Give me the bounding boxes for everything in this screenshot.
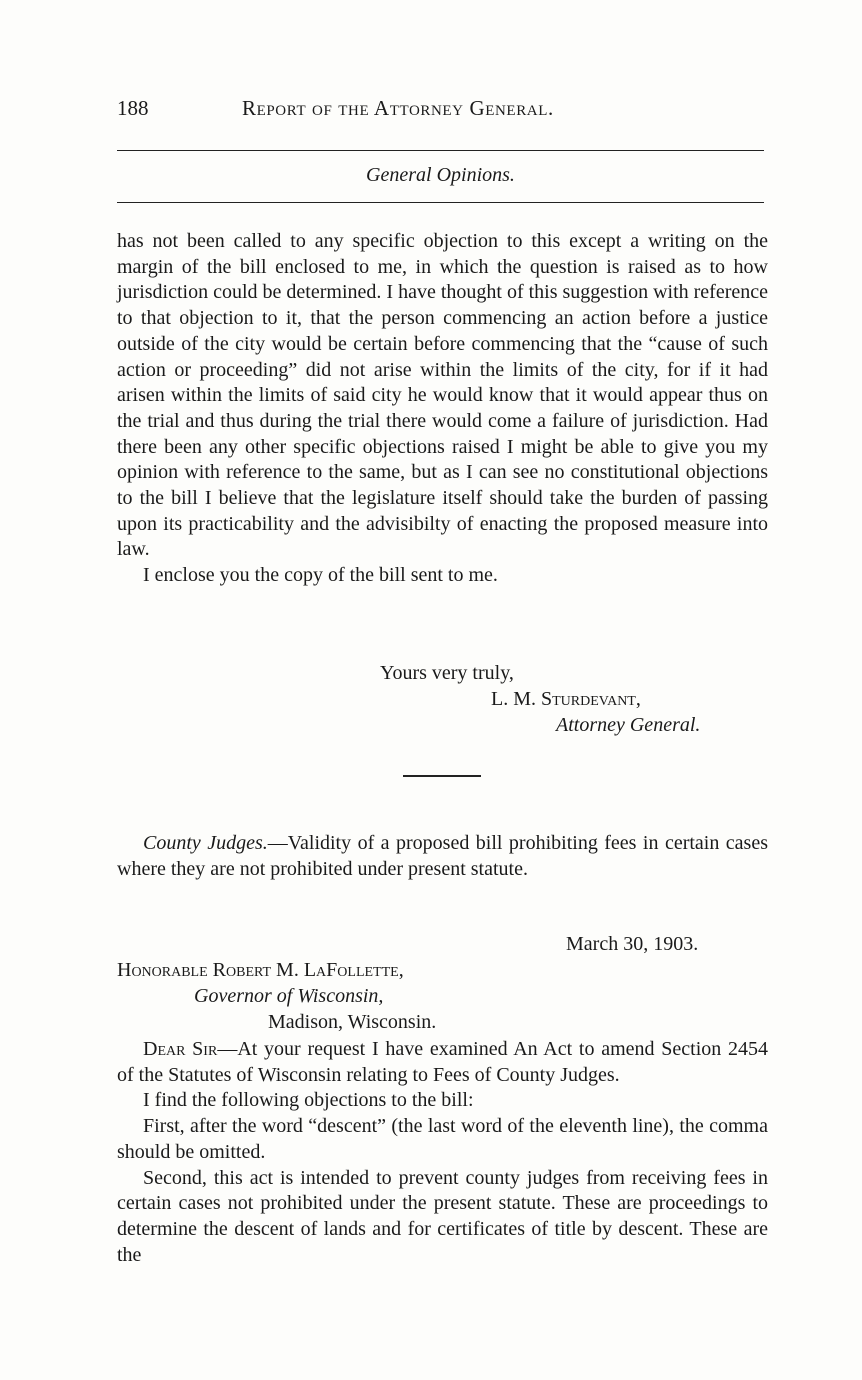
headnote-text: —Validity of a proposed bill prohibiting fees in certain cases where they are not prohibited under present statute. xyxy=(117,832,769,880)
letter-date: March 30, 1903. xyxy=(566,933,699,955)
opinion-2-headnote xyxy=(117,831,768,882)
letter-paragraph-2: I find the following objections to the bill: xyxy=(143,1089,474,1112)
opinion-1-closing-paragraph: I enclose you the copy of the bill sent to me. xyxy=(143,564,498,587)
page-number: 188 xyxy=(117,96,149,120)
signer-title: Attorney General. xyxy=(556,714,701,736)
salutation: Dear Sir xyxy=(143,1038,218,1060)
opinion-2-body xyxy=(117,1037,768,1268)
headnote-topic: County Judges. xyxy=(143,832,268,854)
valediction: Yours very truly, xyxy=(380,662,514,684)
letter-paragraph-3: First, after the word “descent” (the last word of the eleventh line), the comma should be omitted. xyxy=(117,1115,768,1163)
running-title: Report of the Attorney General. xyxy=(242,96,554,120)
signer-name: L. M. Sturdevant, xyxy=(491,688,641,710)
opinion-1-paragraph: has not been called to any specific objection to this except a writing on the margin of the bill enclosed to me, in which the question is raised as to how jurisdiction could be determined. I have thought of this suggestion with reference to that objection to it, that the person commencing an action before a justice outside of the city would be certain before commencing that the “cause of such action or proceeding” did not arise within the limits of the city, for if it had arisen within the limits of said city he would know that it would appear thus on the trial and thus during the trial there would come a failure of jurisdiction. Had there been any other specific objections raised I might be able to give you my opinion with reference to the same, but as I can see no constitutional objections to the bill I believe that the legislature itself should take the burden of passing upon its practicability and the advisibilty of enacting the proposed measure into law. xyxy=(117,230,768,561)
section-divider xyxy=(403,775,481,777)
addressee-location: Madison, Wisconsin. xyxy=(268,1011,437,1033)
opinion-1-body xyxy=(117,229,768,589)
header-rule-top xyxy=(117,150,764,151)
section-title: General Opinions. xyxy=(366,164,515,186)
letter-paragraph-1: —At your request I have examined An Act to amend Section 2454 of the Statutes of Wisconsin relating to Fees of County Judges. xyxy=(117,1038,768,1086)
page-header xyxy=(117,96,764,128)
header-rule-bottom xyxy=(117,202,764,203)
addressee-title: Governor of Wisconsin, xyxy=(194,985,384,1007)
letter-paragraph-4: Second, this act is intended to prevent county judges from receiving fees in certain cases not prohibited under the present statute. These are proceedings to determine the descent of lands and for certificates of title by descent. These are the xyxy=(117,1166,768,1266)
addressee-name: Honorable Robert M. LaFollette, xyxy=(117,959,404,981)
